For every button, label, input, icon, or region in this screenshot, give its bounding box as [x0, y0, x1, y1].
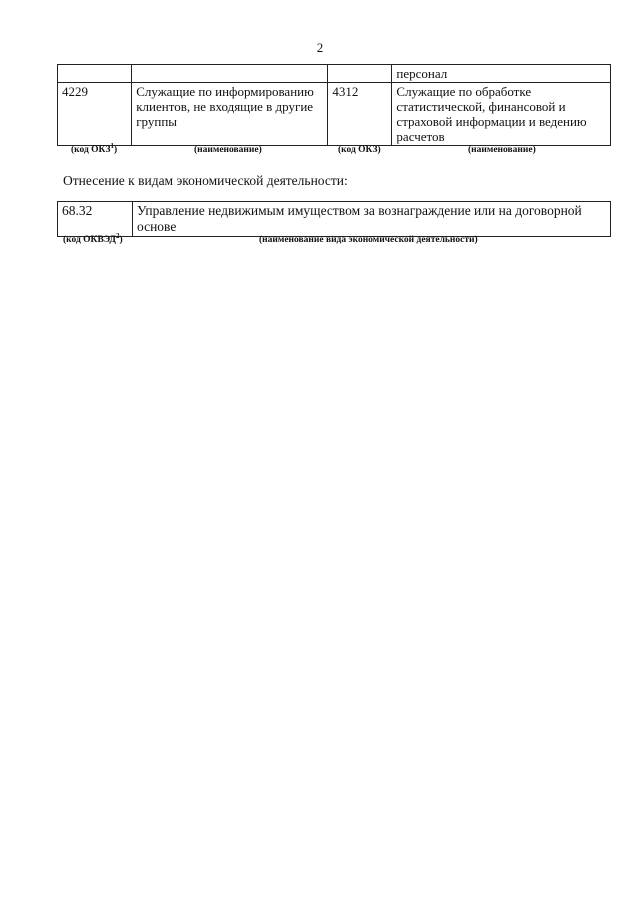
okz-top-code-left-cell — [58, 65, 132, 83]
okz-code-right-cell: 4312 — [328, 83, 392, 146]
okz-top-name-left-cell — [132, 65, 328, 83]
okz-name-right-cell: Служащие по обработке статистической, финансовой и страховой информации и ведению расчетов — [392, 83, 611, 146]
okved-footnote-marker: 2 — [115, 232, 120, 240]
okz-top-name-right-cell: персонал — [392, 65, 611, 83]
okz-top-code-right-cell — [328, 65, 392, 83]
okz-name-left-cell: Служащие по информированию клиентов, не входящие в другие группы — [132, 83, 328, 146]
okved-code-caption-text: (код ОКВЭД — [63, 235, 116, 245]
okved-code-caption-close: ) — [119, 235, 123, 245]
okved-code-cell: 68.32 — [58, 202, 133, 237]
okz-code-left-caption-close: ) — [113, 145, 118, 155]
okz-code-left-cell: 4229 — [58, 83, 132, 146]
okz-table-row — [58, 83, 611, 146]
okved-table-row — [58, 202, 611, 237]
okved-table — [57, 201, 611, 237]
okz-name-left-caption: (наименование) — [194, 145, 262, 155]
okved-name-caption: (наименование вида экономической деятельности) — [259, 235, 478, 245]
okz-table-top-row — [58, 65, 611, 83]
okz-code-left-caption-text: (код ОКЗ — [71, 145, 111, 155]
okz-name-right-caption: (наименование) — [468, 145, 536, 155]
okz-table — [57, 64, 611, 146]
okved-name-cell: Управление недвижимым имуществом за вознаграждение или на договорной основе — [133, 202, 611, 237]
okz-code-left-caption — [71, 142, 118, 155]
okz-code-right-caption: (код ОКЗ) — [338, 145, 381, 155]
okz-footnote-marker: 1 — [110, 142, 114, 150]
okved-code-caption — [63, 232, 123, 245]
section-title: Отнесение к видам экономической деятельности: — [63, 173, 348, 188]
page-number: 2 — [316, 40, 324, 55]
